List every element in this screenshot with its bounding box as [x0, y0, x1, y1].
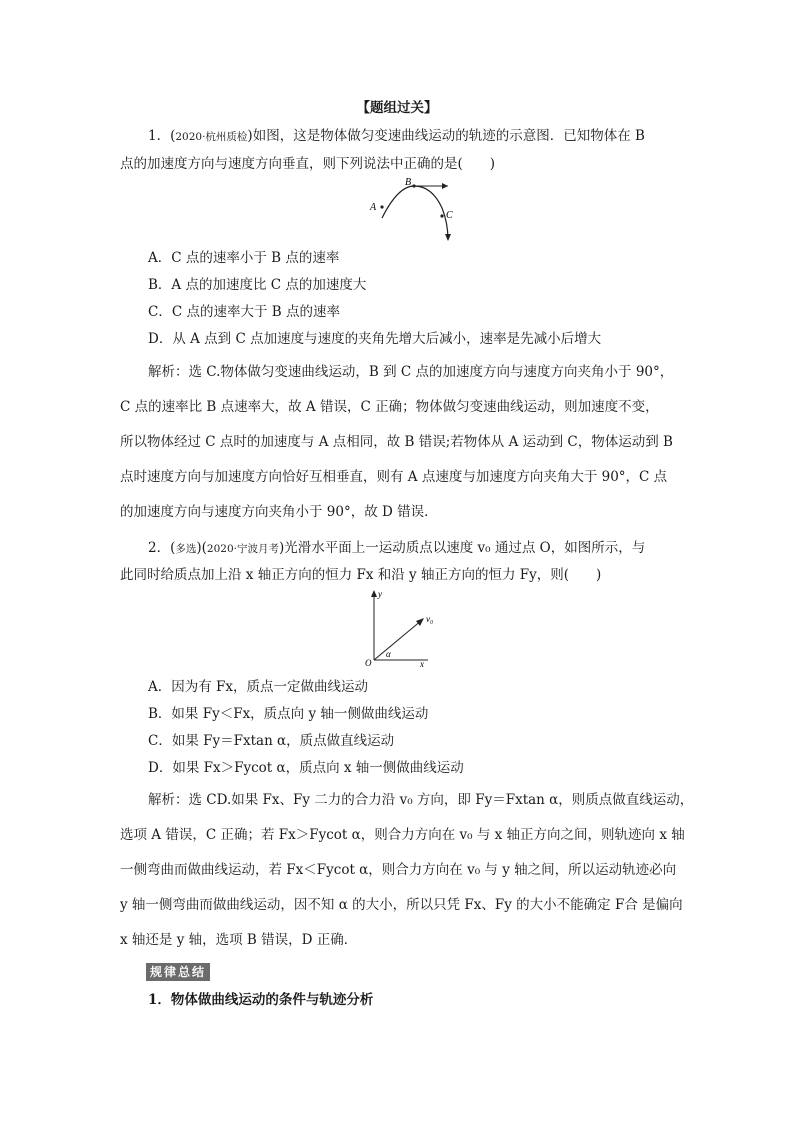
- q2-option-a: A．因为有 Fx，质点一定做曲线运动: [148, 679, 369, 695]
- label-a: A: [370, 202, 377, 213]
- q1-analysis-line4: 点时速度方向与加速度方向恰好互相垂直，则有 A 点速度与加速度方向夹角大于 90°，C 点: [120, 469, 668, 485]
- q1-analysis-line2: C 点的速率比 B 点速率大，故 A 错误，C 正确；物体做匀变速曲线运动，则加速度不变，: [120, 399, 659, 415]
- q2-tag: 多选: [175, 543, 197, 555]
- q2-option-c: C．如果 Fy＝Fxtan α，质点做直线运动: [148, 733, 395, 749]
- velocity-arrowhead-b: [442, 183, 448, 189]
- point-c-dot: [440, 214, 443, 217]
- q2-option-b: B．如果 Fy＜Fx，质点向 y 轴一侧做曲线运动: [148, 706, 429, 722]
- label-y: y: [378, 589, 382, 599]
- q1-option-a: A．C 点的速率小于 B 点的速率: [148, 250, 340, 266]
- q2-paren: )(: [196, 540, 207, 556]
- q2-number: 2．(: [148, 540, 176, 556]
- summary-badge: 规律总结: [146, 963, 210, 981]
- label-x: x: [420, 659, 424, 668]
- q2-source: 2020·宁波月考: [206, 543, 279, 555]
- q2-force-figure: [362, 588, 462, 668]
- point-a-dot: [380, 205, 383, 208]
- q2-analysis-line2: 选项 A 错误，C 正确；若 Fx＞Fycot α，则合力方向在 v₀ 与 x 轴正方向之间，则轨迹向 x 轴: [120, 827, 685, 843]
- label-origin: O: [365, 658, 372, 668]
- q1-option-d: D．从 A 点到 C 点加速度与速度的夹角先增大后减小，速率是先减小后增大: [148, 331, 602, 347]
- q1-stem-line2: 点的加速度方向与速度方向垂直，则下列说法中正确的是( ): [120, 156, 496, 172]
- label-b: B: [405, 178, 412, 188]
- q2-stem-line2: 此同时给质点加上沿 x 轴正方向的恒力 Fx 和沿 y 轴正方向的恒力 Fy，则( ): [120, 567, 602, 583]
- trajectory-arrowhead: [445, 234, 451, 241]
- q2-analysis-line1: 解析：选 CD.如果 Fx、Fy 二力的合力沿 v₀ 方向，即 Fy＝Fxtan α，则质点做直线运动，: [148, 792, 694, 808]
- q1-source: 2020·杭州质检: [175, 131, 248, 143]
- label-c: C: [446, 210, 453, 221]
- q1-trajectory-figure: [360, 178, 480, 248]
- q2-analysis-line4: y 轴一侧弯曲而做曲线运动，因不知 α 的大小，所以只凭 Fx、Fy 的大小不能确定 F合 是偏向: [120, 897, 683, 913]
- velocity-arrowhead: [416, 618, 424, 626]
- q2-analysis-line5: x 轴还是 y 轴，选项 B 错误，D 正确．: [120, 932, 358, 948]
- q1-analysis-line5: 的加速度方向与速度方向夹角小于 90°，故 D 错误．: [120, 504, 438, 520]
- q1-option-b: B．A 点的加速度比 C 点的加速度大: [148, 277, 367, 293]
- trajectory-curve: [382, 186, 448, 240]
- velocity-vector: [374, 620, 422, 660]
- q1-number: 1．(: [148, 128, 176, 144]
- q1-stem-text: )如图，这是物体做匀变速曲线运动的轨迹的示意图．已知物体在 B: [247, 128, 645, 144]
- q1-stem-line1: [148, 126, 645, 147]
- q1-option-c: C．C 点的速率大于 B 点的速率: [148, 304, 340, 320]
- label-alpha: α: [386, 649, 391, 659]
- q2-stem-text: )光滑水平面上一运动质点以速度 v₀ 通过点 O，如图所示，与: [278, 540, 646, 556]
- summary-item-1: 1．物体做曲线运动的条件与轨迹分析: [148, 992, 374, 1008]
- q2-analysis-line3: 一侧弯曲而做曲线运动，若 Fx＜Fycot α，则合力方向在 v₀ 与 y 轴之间，所以运动轨迹必向: [120, 862, 677, 878]
- section-title: 【题组过关】: [356, 100, 438, 116]
- point-b-dot: [412, 184, 415, 187]
- y-axis-arrowhead: [371, 590, 377, 597]
- q1-analysis-line3: 所以物体经过 C 点时的加速度与 A 点相同，故 B 错误;若物体从 A 运动到 C，物体运动到 B: [120, 434, 673, 450]
- q1-analysis-line1: 解析：选 C.物体做匀变速曲线运动，B 到 C 点的加速度方向与速度方向夹角小于 90°，: [148, 364, 674, 380]
- q2-option-d: D．如果 Fx＞Fycot α，质点向 x 轴一侧做曲线运动: [148, 760, 464, 776]
- label-v0: v₀: [426, 614, 434, 624]
- q2-stem-line1: [148, 538, 645, 559]
